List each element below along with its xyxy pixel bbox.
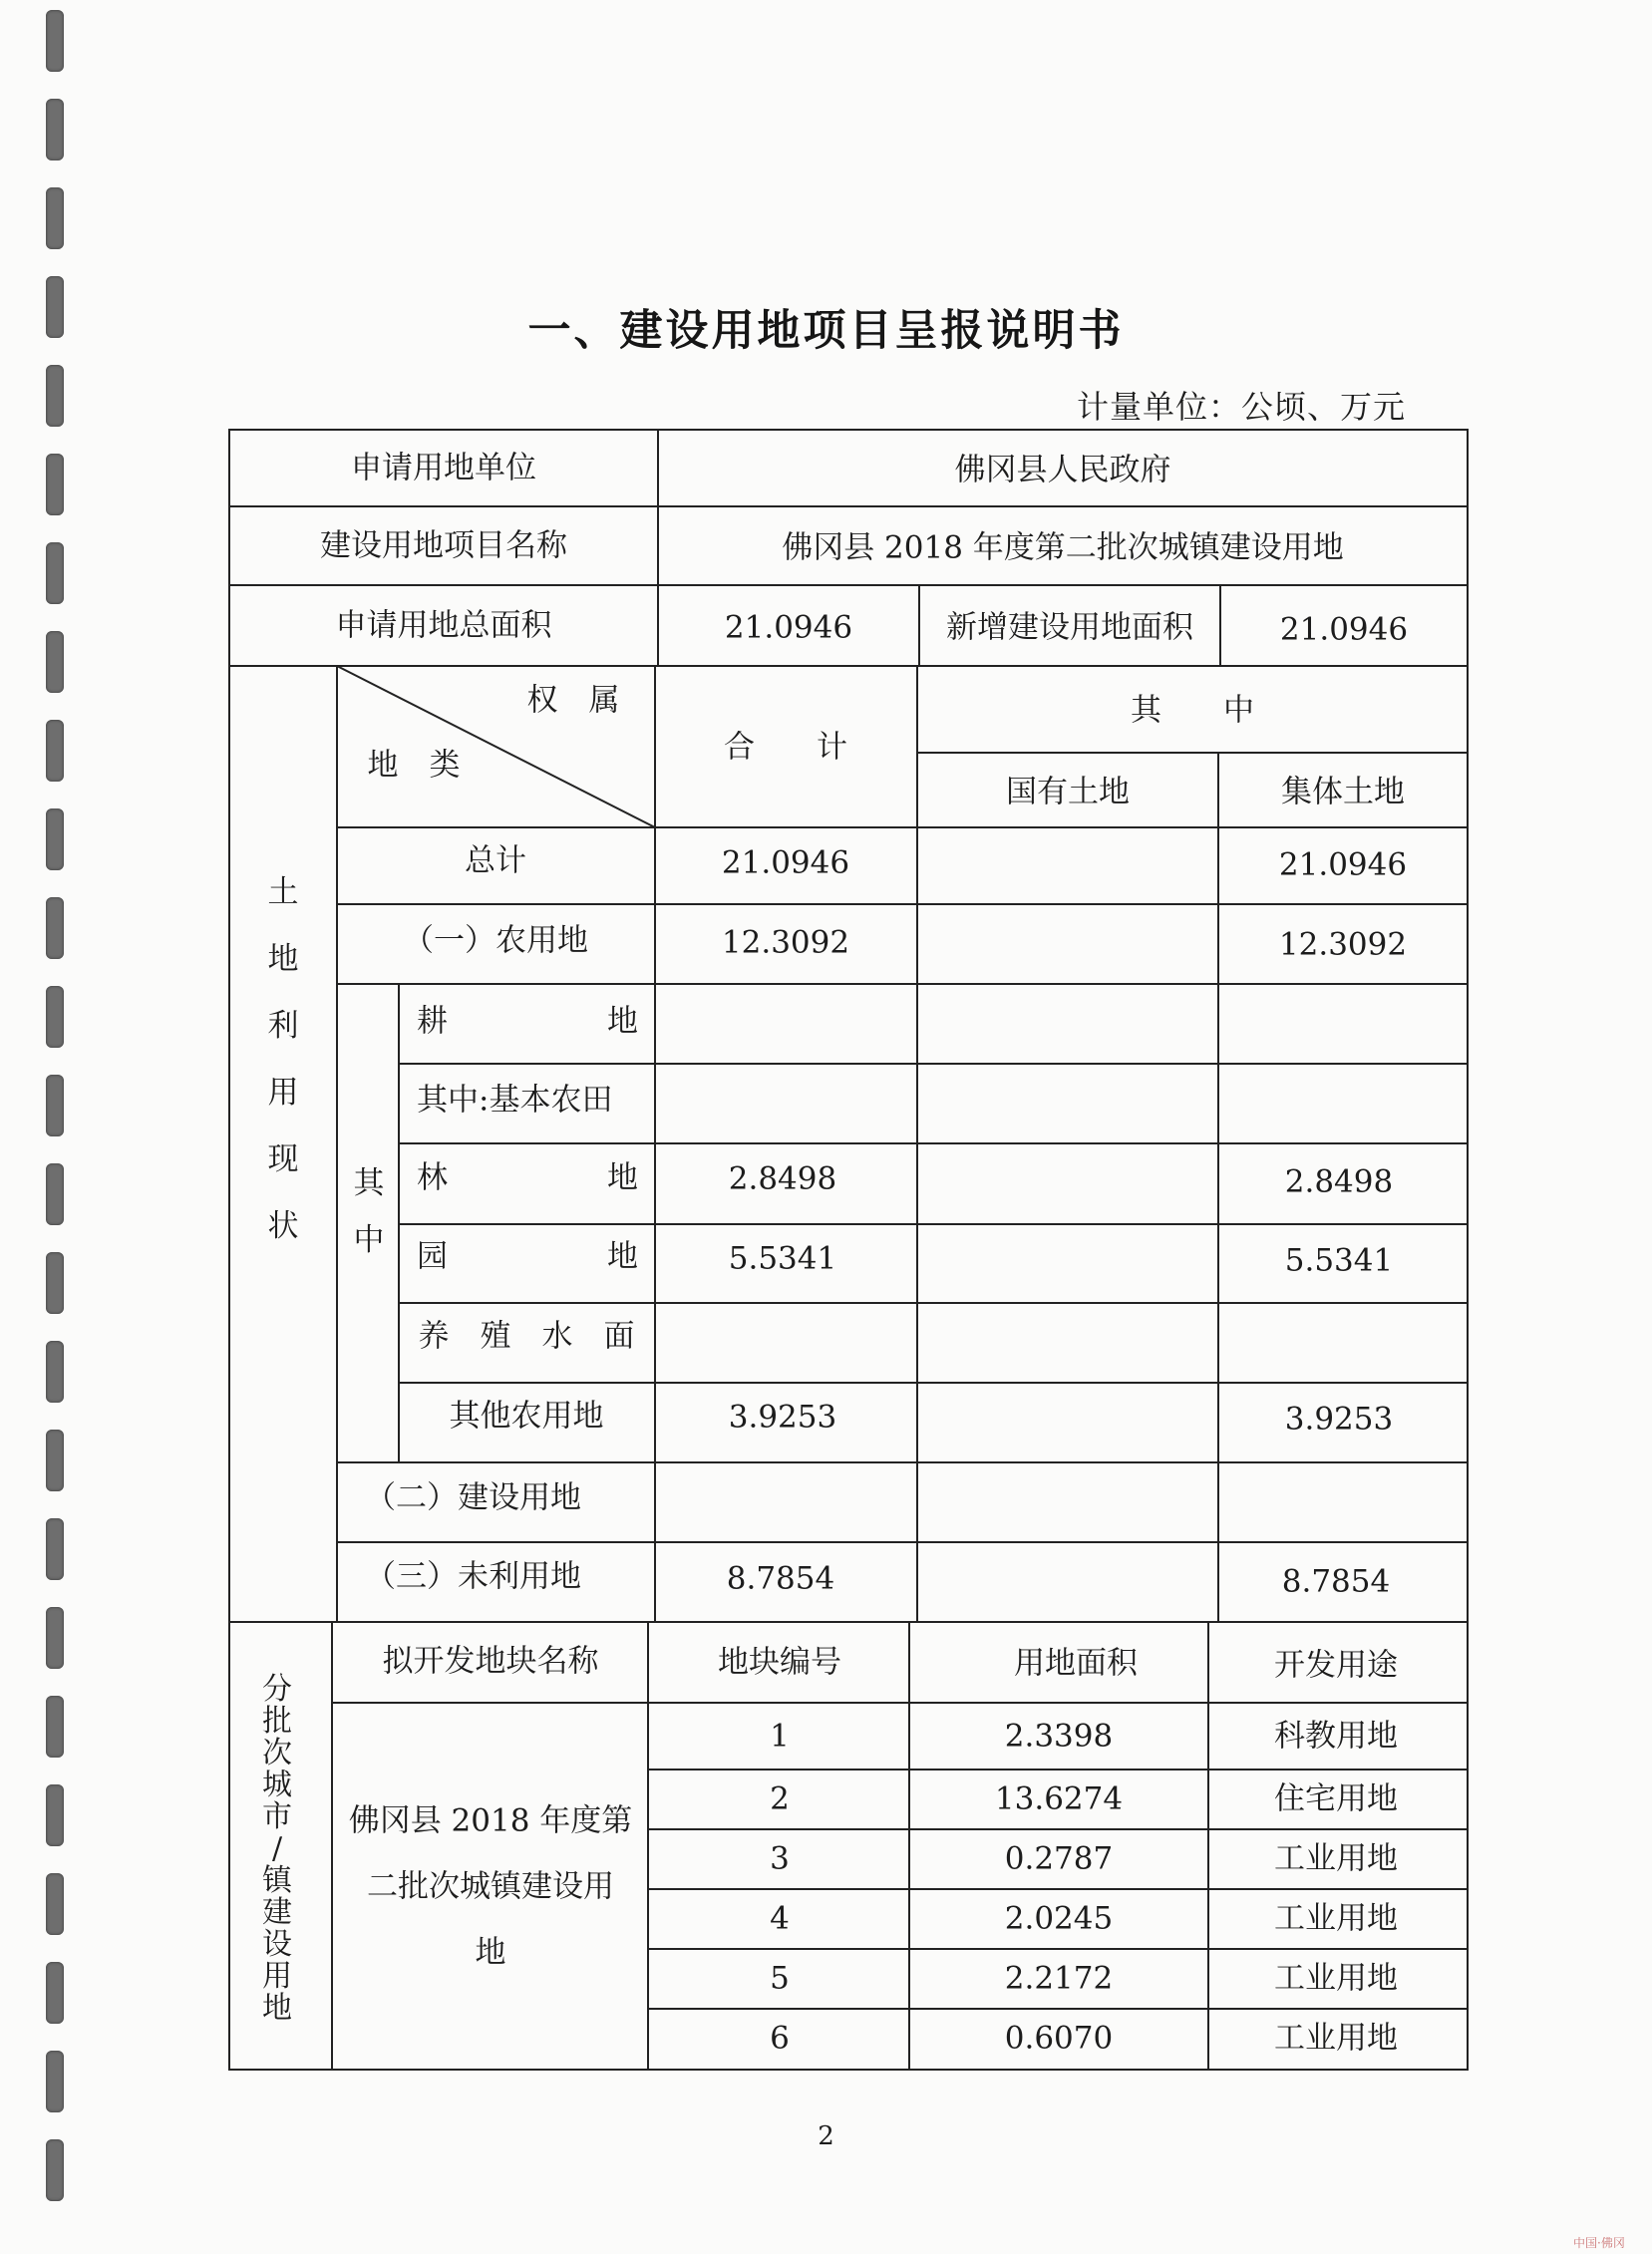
row-unused-collective: 8.7854 (1281, 1563, 1391, 1600)
new-area-value: 21.0946 (1279, 611, 1409, 648)
row-basic-farmland-label: 其中:基本农田 (417, 1082, 613, 1119)
row-garden-label-right: 地 (607, 1238, 638, 1275)
row-other-agri-value: 3.9253 (728, 1399, 837, 1436)
row-aquaculture-label: 养 殖 水 面 (418, 1318, 635, 1355)
parcel-name-line2: 二批次城镇建设用 (367, 1868, 614, 1905)
parcel-row-id: 1 (770, 1718, 790, 1755)
parcel-row-area: 0.2787 (1004, 1840, 1114, 1877)
parcel-name-header: 拟开发地块名称 (382, 1643, 599, 1680)
total-area-value: 21.0946 (724, 609, 853, 646)
row-forest-label-right: 地 (607, 1159, 638, 1196)
parcel-row-use: 工业用地 (1274, 2020, 1398, 2057)
watermark: 中国·佛冈 (1573, 2236, 1625, 2250)
applicant-value: 佛冈县人民政府 (954, 452, 1171, 488)
parcel-row-use: 工业用地 (1274, 1900, 1398, 1937)
parcel-name-line3: 地 (475, 1934, 506, 1971)
row-other-agri-label: 其他农用地 (449, 1398, 604, 1435)
row-agri-value: 12.3092 (721, 924, 850, 961)
page-number: 2 (818, 2121, 834, 2151)
row-agri-collective: 12.3092 (1278, 926, 1408, 963)
parcel-row-id: 6 (770, 2020, 790, 2057)
project-name-label: 建设用地项目名称 (320, 527, 567, 564)
parcel-row-area: 0.6070 (1004, 2020, 1114, 2057)
row-forest-collective: 2.8498 (1284, 1163, 1394, 1200)
row-forest-value: 2.8498 (728, 1160, 837, 1197)
row-garden-collective: 5.5341 (1284, 1242, 1394, 1279)
row-unused-label: （三）未利用地 (365, 1558, 581, 1595)
parcel-row-use: 科教用地 (1274, 1718, 1398, 1755)
parcel-row-id: 5 (770, 1960, 790, 1997)
parcel-row-use: 住宅用地 (1274, 1780, 1398, 1817)
row-total-collective: 21.0946 (1278, 846, 1408, 883)
row-total-label: 总计 (465, 842, 526, 879)
parcel-row-use: 工业用地 (1274, 1960, 1398, 1997)
ownership-header: 权 属 (526, 682, 620, 719)
parcel-row-area: 2.3398 (1004, 1718, 1114, 1755)
row-garden-label-left: 园 (417, 1238, 448, 1275)
parcel-row-id: 4 (770, 1900, 790, 1937)
parcel-row-id: 2 (770, 1780, 790, 1817)
parcel-area-header: 用地面积 (1014, 1645, 1138, 1682)
parcels-section-label: 分 批 次 城 市 / 镇 建 设 用 地 (262, 1672, 292, 2026)
document-title: 一、建设用地项目呈报说明书 (527, 306, 1125, 356)
row-forest-label-left: 林 (417, 1159, 448, 1196)
total-area-label: 申请用地总面积 (335, 607, 552, 644)
row-cultivated-label-right: 地 (607, 1003, 638, 1040)
total-column-header: 合 计 (724, 729, 847, 766)
sub-among-label: 其 中 (353, 1165, 385, 1258)
parcel-name-line1: 佛冈县 2018 年度第 (348, 1802, 633, 1839)
row-construction-label: （二）建设用地 (365, 1479, 581, 1516)
new-area-label: 新增建设用地面积 (946, 609, 1193, 646)
row-cultivated-label-left: 耕 (417, 1003, 448, 1040)
row-agri-label: （一）农用地 (403, 922, 588, 959)
row-total-value: 21.0946 (721, 844, 850, 881)
among-column-header: 其 中 (1131, 692, 1254, 729)
parcel-row-use: 工业用地 (1274, 1840, 1398, 1877)
parcel-row-area: 13.6274 (994, 1780, 1124, 1817)
parcel-row-area: 2.2172 (1004, 1960, 1114, 1997)
row-garden-value: 5.5341 (728, 1240, 837, 1277)
parcel-use-header: 开发用途 (1274, 1647, 1398, 1684)
applicant-label: 申请用地单位 (351, 450, 536, 486)
row-other-agri-collective: 3.9253 (1284, 1401, 1394, 1438)
parcel-row-id: 3 (770, 1840, 790, 1877)
state-land-header: 国有土地 (1006, 774, 1130, 810)
parcel-id-header: 地块编号 (718, 1644, 841, 1681)
land-use-section-label: 土 地 利 用 现 状 (267, 874, 299, 1244)
collective-land-header: 集体土地 (1281, 774, 1405, 810)
parcel-row-area: 2.0245 (1004, 1900, 1114, 1937)
land-type-header: 地 类 (367, 747, 461, 784)
project-name-value: 佛冈县 2018 年度第二批次城镇建设用地 (782, 529, 1344, 566)
measurement-unit: 计量单位：公顷、万元 (1077, 388, 1407, 426)
row-unused-value: 8.7854 (726, 1560, 835, 1597)
